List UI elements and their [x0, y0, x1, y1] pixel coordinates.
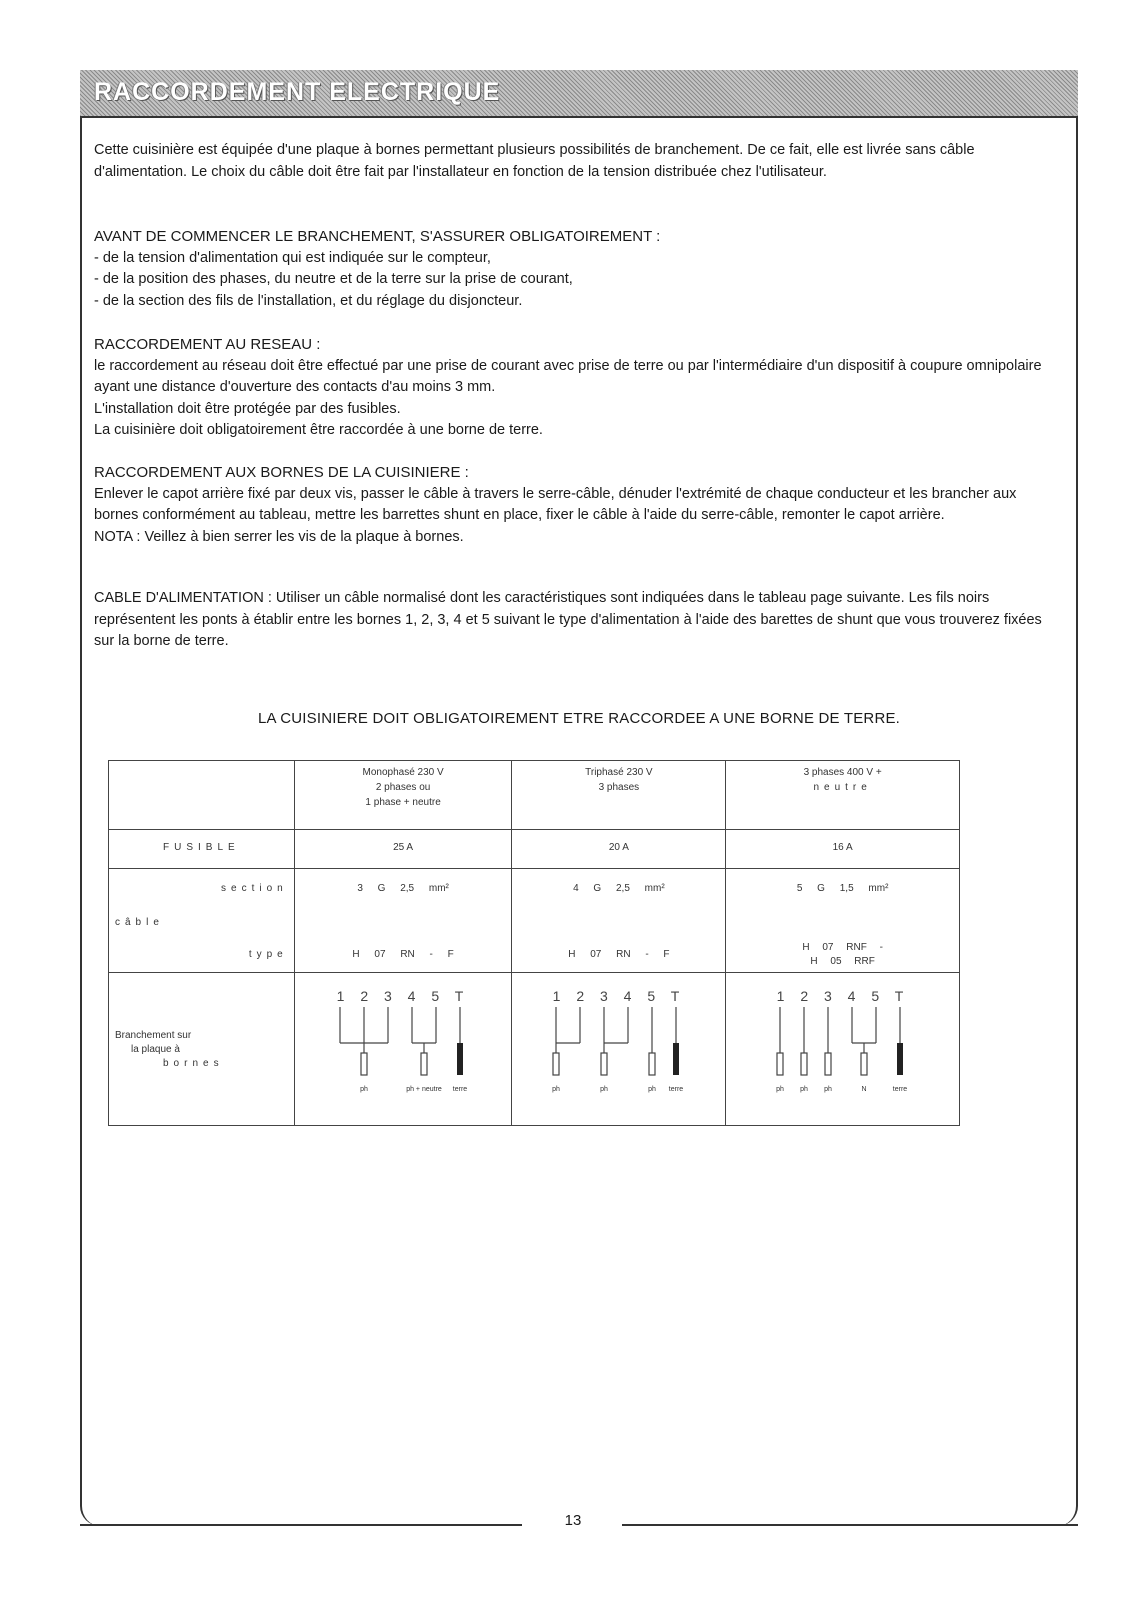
cable-cell — [726, 868, 960, 973]
wiring-cell — [294, 973, 512, 1126]
fusible-value: 25 A — [294, 830, 512, 869]
fusible-value: 20 A — [512, 830, 726, 869]
cable-text: CABLE D'ALIMENTATION : Utiliser un câble normalisé dont les caractéristiques sont indiquées dans le tableau page suivante. Les fils noirs représentent les ponts à établir entre les bornes 1, 2, 3, 4 et 5 suivant le type d'alimentation à l'aide des barettes de shunt que vous trouverez fixées sur la borne de terre. — [94, 590, 1042, 649]
wire-label: terre — [452, 1086, 468, 1094]
wiring-cell — [512, 973, 726, 1126]
wiring-cell — [726, 973, 960, 1126]
col-header-monophase: Monophasé 230 V 2 phases ou 1 phase + neutre — [294, 761, 512, 830]
type-label: type — [248, 948, 288, 960]
table-row — [109, 830, 960, 869]
wire-label: ph — [551, 1086, 560, 1094]
cable-labels-cell — [109, 868, 295, 973]
wire-label: ph + neutre — [406, 1086, 442, 1094]
frame-bottom-rule-right — [622, 1524, 1078, 1526]
wiring-diagram-monophase — [328, 987, 478, 1111]
wire-label: N — [861, 1086, 867, 1094]
wire-label: ph — [823, 1086, 832, 1094]
wiring-diagram-400v — [768, 987, 918, 1111]
terminal-numbers: 1 2 3 4 5 T — [552, 988, 686, 1005]
earth-wire — [457, 1043, 463, 1075]
section-value: 3 G 2,5 mm² — [357, 882, 449, 894]
checks-item: - de la tension d'alimentation qui est indiquée sur le compteur, — [94, 249, 491, 266]
bornes-heading: RACCORDEMENT AUX BORNES DE LA CUISINIERE : — [94, 464, 469, 481]
checks-heading: AVANT DE COMMENCER LE BRANCHEMENT, S'ASSURER OBLIGATOIREMENT : — [94, 228, 661, 245]
table-row — [109, 761, 960, 830]
cable-label: câble — [115, 916, 164, 928]
checks-item: - de la section des fils de l'installation, et du réglage du disjoncteur. — [94, 292, 523, 309]
page-title: RACCORDEMENT ELECTRIQUE — [94, 78, 501, 106]
bornes-body: Enlever le capot arrière fixé par deux vis, passer le câble à travers le serre-câble, dénuder l'extrémité de chaque conducteur et les brancher aux bornes conformément au tableau, mettre les barrettes shunt en place, fixer le câble à l'aide du serre-câble, remonter le capot arrière. — [94, 485, 1017, 523]
col-header-triphase: Triphasé 230 V 3 phases — [512, 761, 726, 830]
earth-wire — [897, 1043, 903, 1075]
table-row — [109, 868, 960, 973]
cable-cell — [294, 868, 512, 973]
earth-wire — [673, 1043, 679, 1075]
type-value: H 07 RN - F — [352, 948, 454, 960]
reseau-section — [94, 334, 1060, 442]
section-value: 5 G 1,5 mm² — [796, 882, 889, 894]
wiring-diagram-triphase — [544, 987, 694, 1111]
table-row — [109, 973, 960, 1126]
table-cell-empty — [109, 761, 295, 830]
checks-section — [94, 226, 1060, 312]
wire-label: ph — [599, 1086, 608, 1094]
terminal-numbers: 1 2 3 4 5 T — [776, 988, 909, 1005]
terminal-numbers: 1 2 3 4 5 T — [336, 988, 470, 1005]
page-number: 13 — [564, 1512, 582, 1529]
reseau-heading: RACCORDEMENT AU RESEAU : — [94, 336, 321, 353]
section-label: section — [221, 882, 288, 894]
intro-paragraph: Cette cuisinière est équipée d'une plaque à bornes permettant plusieurs possibilités de branchement. De ce fait, elle est livrée sans câble d'alimentation. Le choix du câble doit être fait par l'installateur en fonction de la tension distribuée chez l'utilisateur. — [94, 142, 975, 180]
wire-label: ph — [799, 1086, 808, 1094]
type-value: H 07 RN - F — [568, 948, 670, 960]
wire-label: terre — [668, 1086, 684, 1094]
wire-label: terre — [892, 1086, 907, 1094]
fusible-value: 16 A — [726, 830, 960, 869]
fusible-label: FUSIBLE — [109, 830, 295, 869]
cable-section — [94, 588, 1060, 653]
bornes-section — [94, 462, 1060, 548]
reseau-line: La cuisinière doit obligatoirement être raccordée à une borne de terre. — [94, 422, 543, 438]
branchement-label: Branchement sur la plaque à bornes — [109, 973, 295, 1126]
wire-label: ph — [647, 1086, 656, 1094]
wire-label: ph — [775, 1086, 784, 1094]
connection-table — [108, 760, 960, 1126]
reseau-line: le raccordement au réseau doit être effectué par une prise de courant avec prise de terre ou par l'intermédiaire d'un dispositif à coupure omnipolaire ayant une distance d'ouverture des contacts d'au moins 3 mm. — [94, 357, 1042, 395]
reseau-line: L'installation doit être protégée par des fusibles. — [94, 400, 401, 417]
col-header-400v: 3 phases 400 V + neutre — [726, 761, 960, 830]
earth-notice: LA CUISINIERE DOIT OBLIGATOIREMENT ETRE RACCORDEE A UNE BORNE DE TERRE. — [257, 710, 901, 727]
checks-item: - de la position des phases, du neutre et de la terre sur la prise de courant, — [94, 271, 573, 287]
section-value: 4 G 2,5 mm² — [573, 882, 665, 894]
wire-label: ph — [360, 1086, 368, 1094]
type-value: H 07 RNF - H 05 RRF — [802, 941, 883, 967]
bornes-nota: NOTA : Veillez à bien serrer les vis de la plaque à bornes. — [94, 528, 464, 545]
title-banner — [80, 70, 1078, 118]
frame-bottom-rule-left — [80, 1524, 522, 1526]
cable-cell — [512, 868, 726, 973]
